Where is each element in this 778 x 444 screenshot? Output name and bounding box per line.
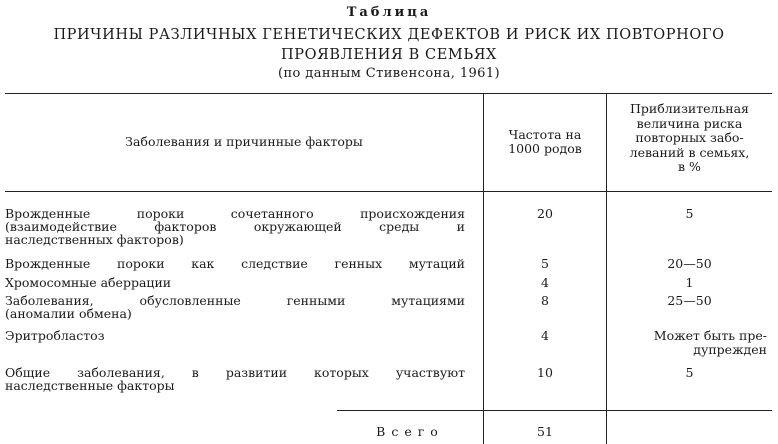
row-disease-line: Врожденные пороки сочетанного происхождения [5,206,465,221]
row-risk: 5 [685,206,694,221]
row-risk-line: дупрежден [693,342,767,357]
row-disease-line: Хромосомные аберрации [5,275,172,290]
total-label: Всего [376,424,444,439]
row-frequency: 8 [541,293,549,308]
table-top-rule [5,93,772,94]
header-risk [607,102,772,175]
row-disease-line: (взаимодействие факторов окружающей среды и [5,219,465,234]
row-disease [5,329,465,342]
header-risk-line-3: повторных забо- [635,130,744,145]
row-disease [5,294,465,320]
row-disease [5,257,465,270]
row-disease [5,207,465,246]
row-disease-line: Общие заболевания, в развитии которых участвуют [5,365,465,380]
row-risk: 1 [685,275,694,290]
header-risk-line-5: в % [678,159,701,174]
row-risk: 20—50 [667,256,712,271]
header-frequency [484,128,606,156]
table-label: Таблица [346,5,432,20]
header-risk-line-2: величина риска [636,115,743,131]
table-title [0,25,778,65]
header-frequency-line-1: Частота на [508,127,582,142]
header-risk-line-4: леваний в семьях, [629,144,750,160]
table-subtitle: (по данным Стивенсона, 1961) [278,66,500,81]
total-value: 51 [537,424,553,439]
row-risk: 5 [685,365,694,380]
row-frequency: 4 [541,328,549,343]
row-risk-line: Может быть пре- [653,328,767,343]
row-disease-line: Эритробластоз [5,328,105,343]
row-frequency: 10 [537,365,553,380]
title-line-2: ПРОЯВЛЕНИЯ В СЕМЬЯХ [281,47,497,63]
row-disease-line: наследственных факторов) [5,232,184,247]
row-disease-line: Заболевания, обусловленные генными мутациями [5,293,465,308]
header-risk-line-1: Приблизительная [630,101,749,116]
row-risk [615,329,767,357]
row-frequency: 4 [541,275,549,290]
row-disease-line: наследственные факторы [5,378,175,393]
row-disease [5,276,465,289]
row-risk: 25—50 [667,293,712,308]
row-disease-line: (аномалии обмена) [5,306,132,321]
row-frequency: 20 [537,206,553,221]
header-diseases: Заболевания и причинные факторы [125,134,363,149]
row-frequency: 5 [541,256,549,271]
row-disease [5,366,465,392]
header-frequency-line-2: 1000 родов [508,141,582,156]
header-bottom-rule [5,191,772,192]
total-rule [337,410,772,411]
title-line-1: ПРИЧИНЫ РАЗЛИЧНЫХ ГЕНЕТИЧЕСКИХ ДЕФЕКТОВ И РИСК ИХ ПОВТОРНОГО [53,27,725,43]
row-disease-line: Врожденные пороки как следствие генных мутаций [5,256,465,271]
